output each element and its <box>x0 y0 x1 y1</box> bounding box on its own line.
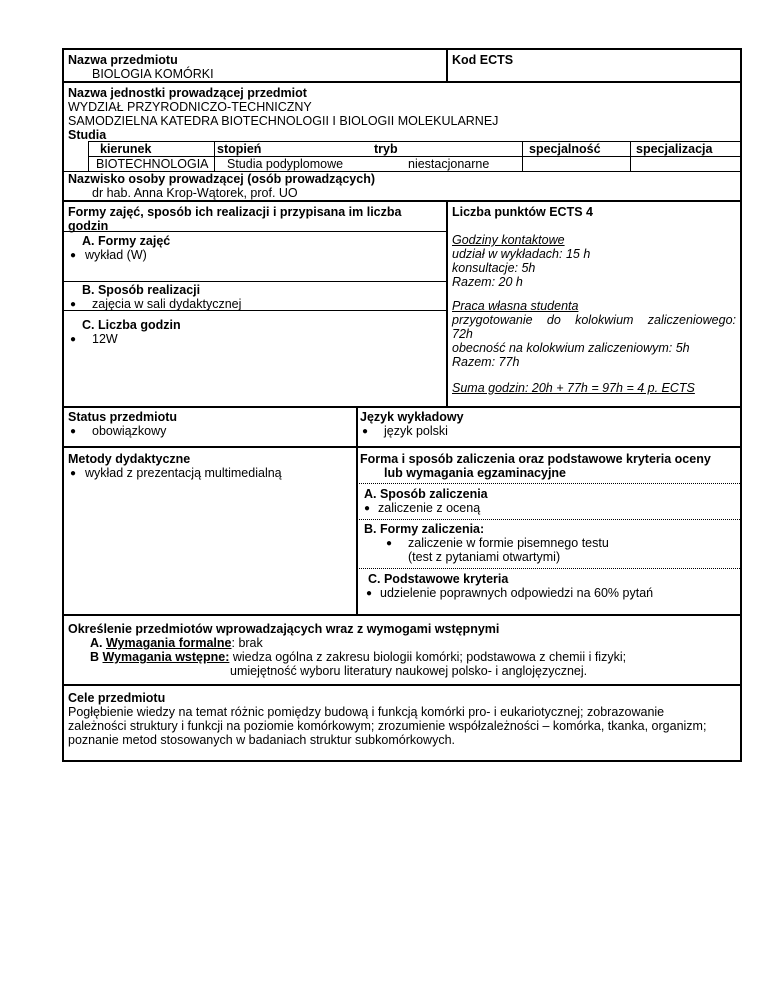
bullet-icon: ● <box>70 334 77 345</box>
status-value: obowiązkowy <box>92 424 167 438</box>
prereq-label: Określenie przedmiotów wprowadzających wraz z wymogami wstępnymi <box>68 622 500 636</box>
own-line-2: 72h <box>452 327 473 341</box>
forms-b-label: B. Sposób realizacji <box>82 283 201 297</box>
col-divider <box>88 141 89 171</box>
studies-value-stopien: Studia podyplomowe <box>227 157 344 171</box>
prereq-b <box>90 650 626 664</box>
teacher-value: dr hab. Anna Krop-Wątorek, prof. UO <box>92 186 298 200</box>
forms-sub-divider <box>62 281 446 282</box>
col-divider <box>214 141 215 171</box>
forms-b-item: zajęcia w sali dydaktycznej <box>92 297 242 311</box>
col-divider <box>446 48 448 82</box>
course-name-label: Nazwa przedmiotu <box>68 53 178 67</box>
studies-value-tryb: niestacjonarne <box>408 157 490 171</box>
contact-line-3: Razem: 20 h <box>452 275 523 289</box>
ects-code-label: Kod ECTS <box>452 53 514 67</box>
unit-line-1: WYDZIAŁ PRZYRODNICZO-TECHNICZNY <box>68 100 312 114</box>
assessment-divider <box>356 483 742 484</box>
row-divider <box>62 81 742 83</box>
teacher-label: Nazwisko osoby prowadzącej (osób prowadzących) <box>68 172 376 186</box>
bullet-icon: ● <box>362 426 369 437</box>
assessment-divider <box>356 519 742 520</box>
col-divider <box>446 200 448 407</box>
studies-header-kierunek: kierunek <box>100 142 152 156</box>
assessment-c-label: C. Podstawowe kryteria <box>368 572 509 586</box>
bullet-icon: ● <box>366 588 373 599</box>
assessment-b-item-2: (test z pytaniami otwartymi) <box>408 550 561 564</box>
assessment-a-label: A. Sposób zaliczenia <box>364 487 488 501</box>
bullet-icon: ● <box>386 538 393 549</box>
col-divider <box>356 406 358 447</box>
bullet-icon: ● <box>70 468 77 479</box>
own-line-3: obecność na kolokwium zaliczeniowym: 5h <box>452 341 690 355</box>
prereq-a-value: : brak <box>231 636 263 650</box>
prereq-b-label: Wymagania wstępne: <box>102 650 230 664</box>
studies-header-specjalnosc: specjalność <box>529 142 601 156</box>
prereq-b-value-1: wiedza ogólna z zakresu biologii komórki; podstawowa z chemii i fizyki; <box>229 650 627 664</box>
forms-label-1: Formy zajęć, sposób ich realizacji i przypisana im liczba <box>68 205 402 219</box>
forms-c-item: 12W <box>92 332 118 346</box>
studies-value-kierunek: BIOTECHNOLOGIA <box>96 157 209 171</box>
prereq-a-prefix: A. <box>90 636 106 650</box>
goals-label: Cele przedmiotu <box>68 691 166 705</box>
studies-header-tryb: tryb <box>374 142 398 156</box>
studies-label: Studia <box>68 128 107 142</box>
forms-c-label: C. Liczba godzin <box>82 318 181 332</box>
row-divider <box>62 406 742 408</box>
language-label: Język wykładowy <box>360 410 464 424</box>
prereq-b-prefix: B <box>90 650 103 664</box>
course-name-value: BIOLOGIA KOMÓRKI <box>92 67 214 81</box>
contact-line-1: udział w wykładach: 15 h <box>452 247 591 261</box>
sum-hours: Suma godzin: 20h + 77h = 97h = 4 p. ECTS <box>452 381 695 395</box>
ects-points-label: Liczba punktów ECTS 4 <box>452 205 593 219</box>
row-divider <box>62 446 742 448</box>
assessment-a-item: zaliczenie z oceną <box>378 501 481 515</box>
language-value: język polski <box>384 424 448 438</box>
assessment-b-item-1: zaliczenie w formie pisemnego testu <box>408 536 609 550</box>
methods-value: wykład z prezentacją multimedialną <box>85 466 282 480</box>
assessment-divider <box>356 568 742 569</box>
own-line-1: przygotowanie do kolokwium zaliczeniowego: <box>452 313 736 327</box>
own-line-4: Razem: 77h <box>452 355 520 369</box>
row-divider <box>62 614 742 616</box>
assessment-c-item: udzielenie poprawnych odpowiedzi na 60% pytań <box>380 586 654 600</box>
prereq-a-label: Wymagania formalne <box>105 636 232 650</box>
contact-hours-label: Godziny kontaktowe <box>452 233 565 247</box>
unit-label: Nazwa jednostki prowadzącej przedmiot <box>68 86 307 100</box>
forms-a-item: wykład (W) <box>85 248 147 262</box>
assessment-b-label: B. Formy zaliczenia: <box>364 522 485 536</box>
studies-header-stopien: stopień <box>217 142 262 156</box>
goals-line-3: poznanie metod stosowanych w badaniach struktur subkomórkowych. <box>68 733 456 747</box>
assessment-label-2: lub wymagania egzaminacyjne <box>384 466 567 480</box>
unit-line-2: SAMODZIELNA KATEDRA BIOTECHNOLOGII I BIOLOGII MOLEKULARNEJ <box>68 114 499 128</box>
col-divider <box>356 446 358 615</box>
bullet-icon: ● <box>70 250 77 261</box>
prereq-b-value-2: umiejętność wyboru literatury naukowej polsko- i anglojęzycznej. <box>230 664 588 678</box>
forms-a-label: A. Formy zajęć <box>82 234 171 248</box>
methods-label: Metody dydaktyczne <box>68 452 191 466</box>
prereq-a <box>90 636 263 650</box>
contact-line-2: konsultacje: 5h <box>452 261 536 275</box>
row-divider <box>62 200 742 202</box>
own-work-label: Praca własna studenta <box>452 299 579 313</box>
forms-label-2: godzin <box>68 219 109 233</box>
assessment-label-1: Forma i sposób zaliczenia oraz podstawowe kryteria oceny <box>360 452 711 466</box>
bullet-icon: ● <box>70 299 77 310</box>
col-divider <box>630 141 631 171</box>
bullet-icon: ● <box>70 426 77 437</box>
col-divider <box>522 141 523 171</box>
goals-line-1: Pogłębienie wiedzy na temat różnic pomiędzy budową i funkcją komórki pro- i eukariotycznej; zobrazowanie <box>68 705 665 719</box>
goals-line-2: zależności struktury i funkcji na poziomie komórkowym; zrozumienie współzależności – komórka, tkanka, organizm; <box>68 719 707 733</box>
row-divider <box>62 684 742 686</box>
status-label: Status przedmiotu <box>68 410 178 424</box>
bullet-icon: ● <box>364 503 371 514</box>
studies-header-specjalizacja: specjalizacja <box>636 142 713 156</box>
forms-sub-divider <box>62 231 446 232</box>
